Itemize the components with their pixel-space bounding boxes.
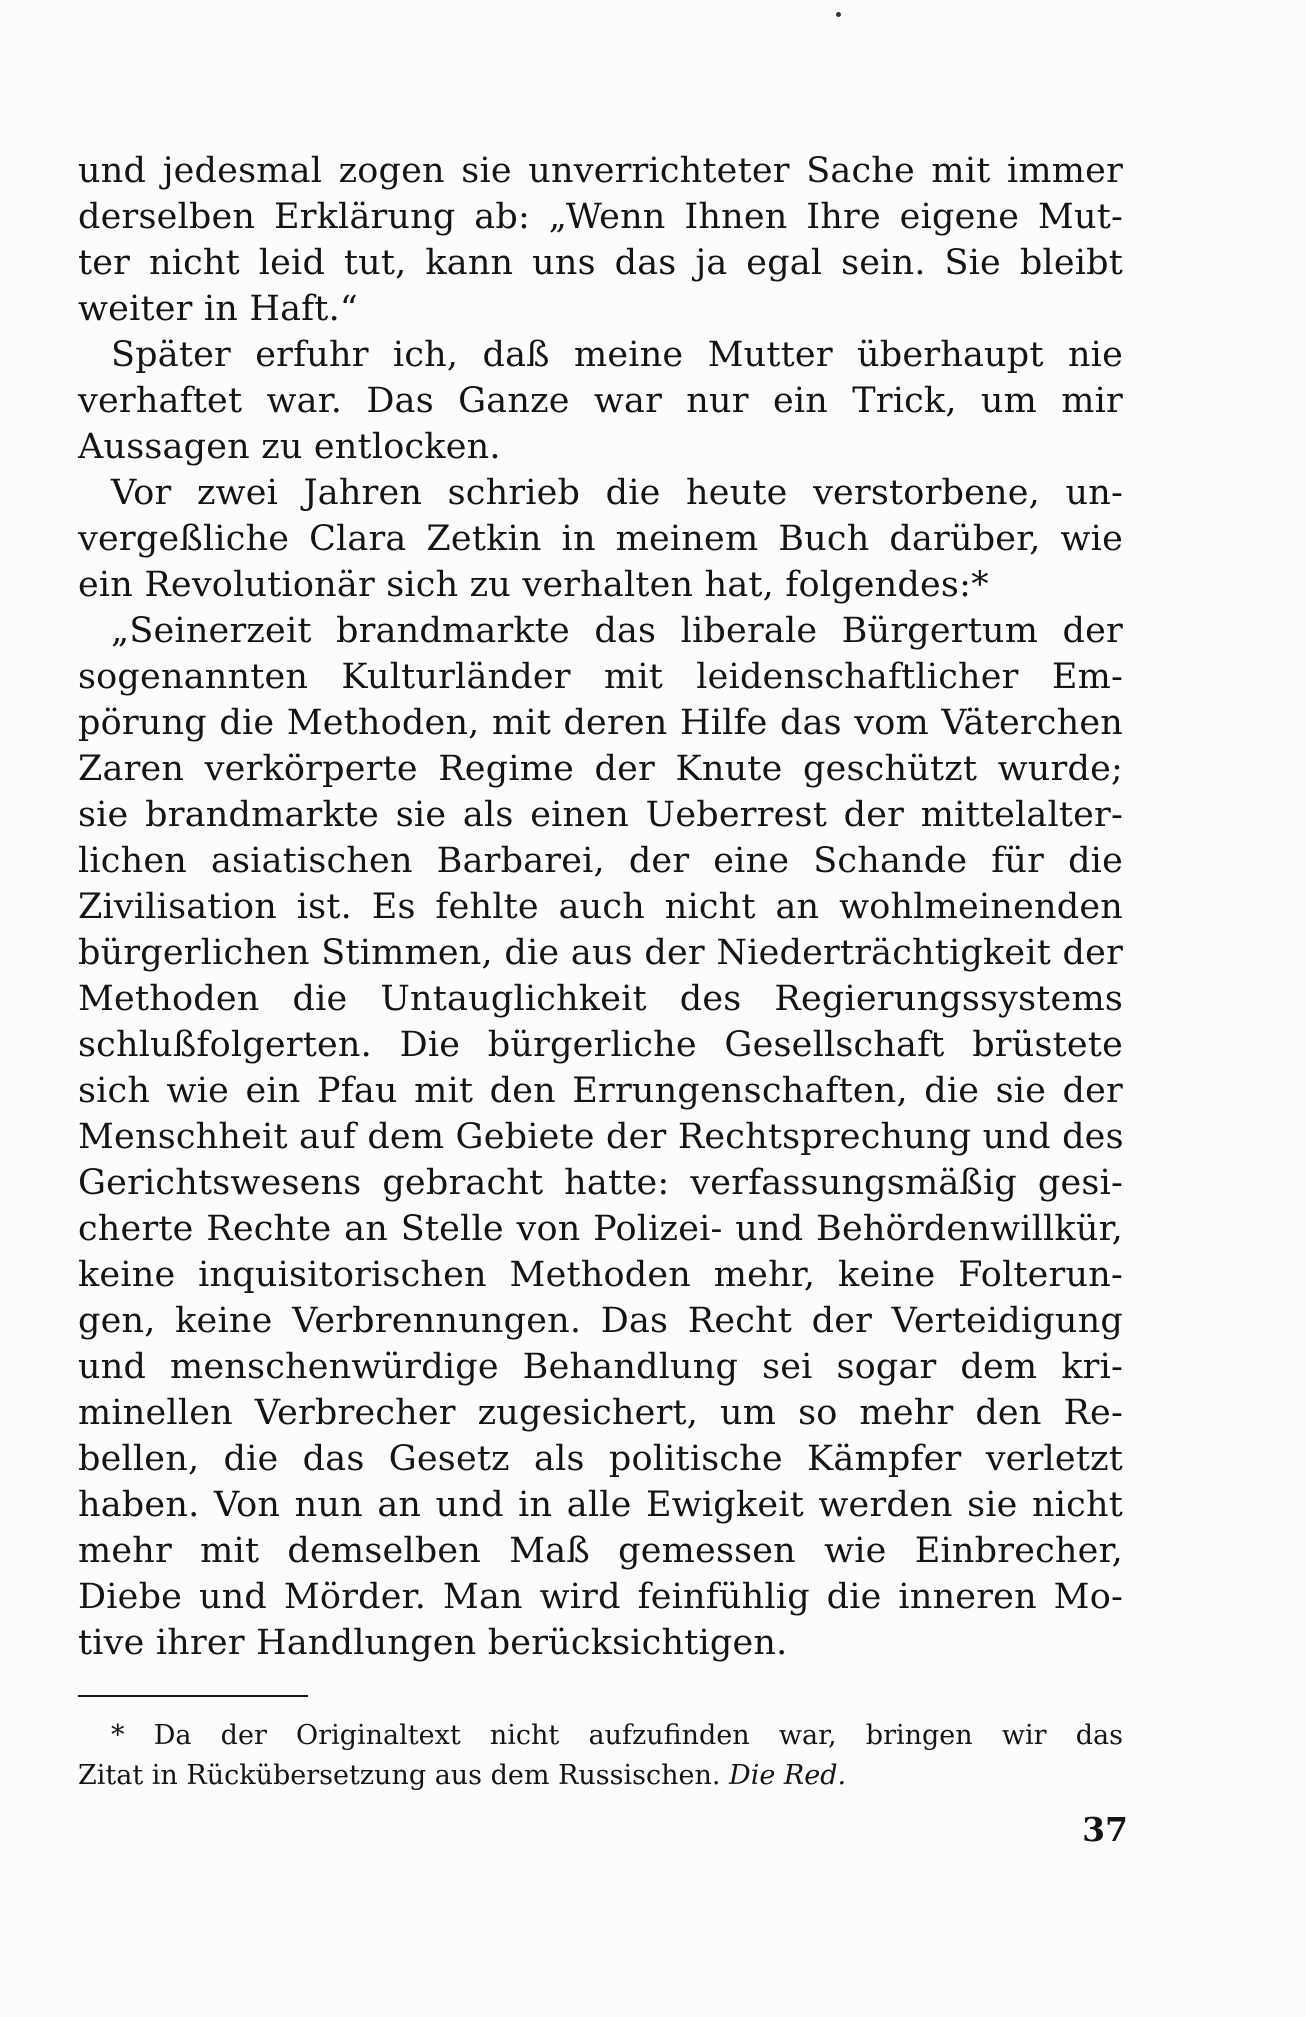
text-line: schlußfolgerten. Die bürgerliche Gesellschaft brüstete (78, 1025, 1123, 1065)
page-number: 37 (1082, 1810, 1128, 1849)
text-line: sich wie ein Pfau mit den Errungenschaften, die sie der (78, 1071, 1123, 1111)
text-line: Zivilisation ist. Es fehlte auch nicht an wohlmeinenden (78, 887, 1123, 927)
text-line: weiter in Haft.“ (78, 289, 358, 329)
text-line: haben. Von nun an und in alle Ewigkeit werden sie nicht (78, 1485, 1123, 1525)
text-line: vergeßliche Clara Zetkin in meinem Buch darüber, wie (78, 519, 1123, 559)
text-line: gen, keine Verbrennungen. Das Recht der Verteidigung (78, 1301, 1123, 1341)
text-line: Aussagen zu entlocken. (78, 427, 501, 467)
text-line: Menschheit auf dem Gebiete der Rechtsprechung und des (78, 1117, 1124, 1157)
text-line: ter nicht leid tut, kann uns das ja egal sein. Sie bleibt (78, 243, 1123, 283)
text-line: minellen Verbrecher zugesichert, um so mehr den Re- (78, 1393, 1123, 1433)
footnote-divider (78, 1695, 308, 1697)
text-line: Später erfuhr ich, daß meine Mutter überhaupt nie (111, 335, 1123, 375)
text-line: lichen asiatischen Barbarei, der eine Schande für die (78, 841, 1123, 881)
footnote-line: * Da der Originaltext nicht aufzufinden war, bringen wir das (111, 1720, 1123, 1751)
text-line: Methoden die Untauglichkeit des Regierungssystems (78, 979, 1123, 1019)
text-line: Gerichtswesens gebracht hatte: verfassungsmäßig gesi- (78, 1163, 1123, 1203)
footnote-editor: Die Red. (729, 1760, 847, 1791)
text-line: cherte Rechte an Stelle von Polizei- und Behördenwillkür, (78, 1209, 1123, 1249)
text-line: „Seinerzeit brandmarkte das liberale Bürgertum der (111, 611, 1123, 651)
text-line: Vor zwei Jahren schrieb die heute verstorbene, un- (111, 473, 1123, 513)
footnote-line (78, 1756, 1123, 1796)
text-line: bürgerlichen Stimmen, die aus der Niederträchtigkeit der (78, 933, 1123, 973)
text-line: mehr mit demselben Maß gemessen wie Einbrecher, (78, 1531, 1123, 1571)
body-text (78, 148, 1123, 1666)
text-line: und jedesmal zogen sie unverrichteter Sache mit immer (78, 151, 1123, 191)
text-line: Diebe und Mörder. Man wird feinfühlig die inneren Mo- (78, 1577, 1123, 1617)
footnote (78, 1716, 1123, 1796)
text-line: derselben Erklärung ab: „Wenn Ihnen Ihre eigene Mut- (78, 197, 1123, 237)
text-line: sogenannten Kulturländer mit leidenschaftlicher Em- (78, 657, 1123, 697)
text-line: bellen, die das Gesetz als politische Kämpfer verletzt (78, 1439, 1123, 1479)
print-speck (836, 12, 841, 17)
text-line: keine inquisitorischen Methoden mehr, keine Folterun- (78, 1255, 1123, 1295)
footnote-text: Zitat in Rückübersetzung aus dem Russischen. (78, 1760, 721, 1791)
text-line: pörung die Methoden, mit deren Hilfe das vom Väterchen (78, 703, 1123, 743)
text-line: verhaftet war. Das Ganze war nur ein Trick, um mir (78, 381, 1123, 421)
text-line: ein Revolutionär sich zu verhalten hat, folgendes:* (78, 565, 989, 605)
text-line: Zaren verkörperte Regime der Knute geschützt wurde; (78, 749, 1123, 789)
text-line: und menschenwürdige Behandlung sei sogar dem kri- (78, 1347, 1123, 1387)
text-line: sie brandmarkte sie als einen Ueberrest der mittelalter- (78, 795, 1123, 835)
text-line: tive ihrer Handlungen berücksichtigen. (78, 1623, 788, 1663)
